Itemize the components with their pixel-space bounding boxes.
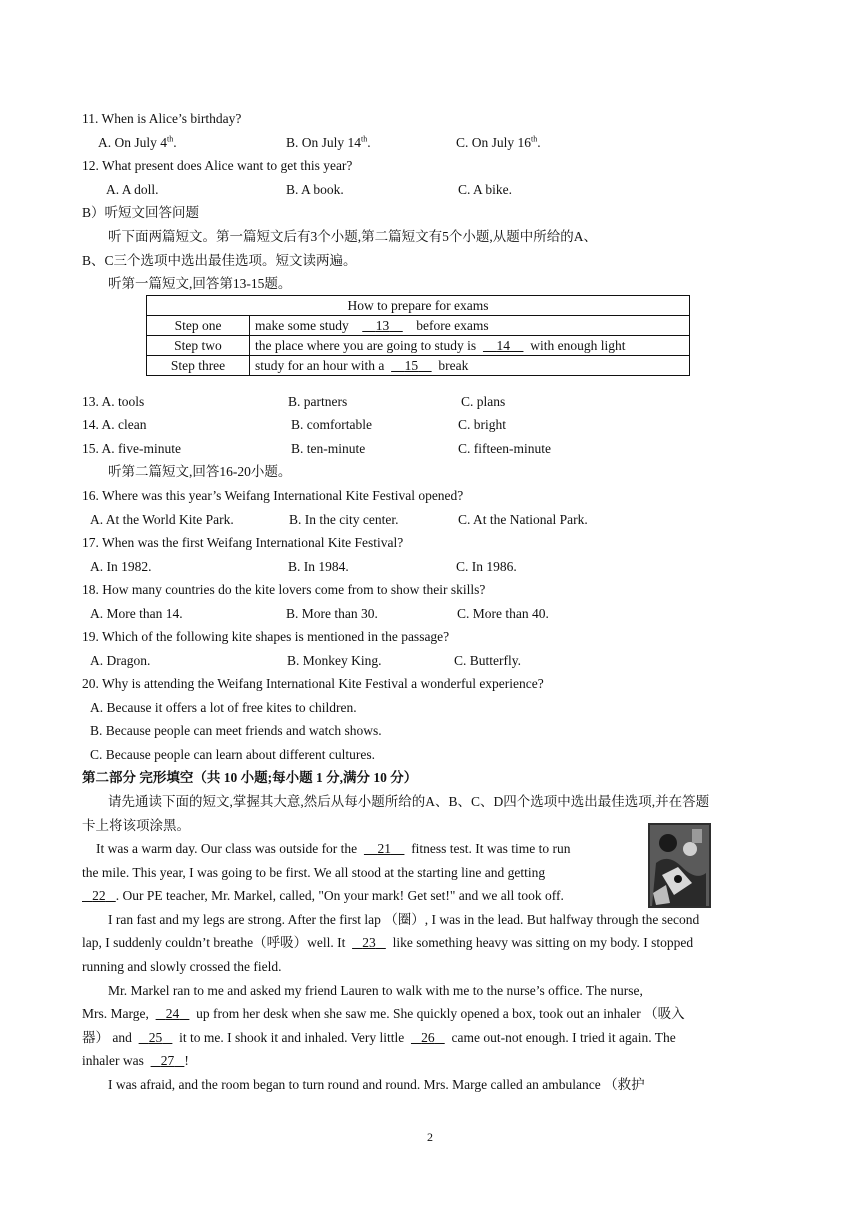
table-step-cell: Step two (147, 336, 250, 356)
question-18-option-a: A. More than 14. (90, 606, 183, 621)
question-19-option-b: B. Monkey King. (287, 653, 382, 668)
table-step-cell: Step one (147, 316, 250, 336)
blank-26: 26 (421, 1030, 435, 1045)
passage-line: I was afraid, and the room began to turn round and round. Mrs. Marge called an ambulance （救护 (108, 1077, 645, 1092)
part-2-title: 第二部分 完形填空（共 10 小题;每小题 1 分,满分 10 分） (82, 770, 418, 785)
question-16-option-a: A. At the World Kite Park. (90, 512, 234, 527)
question-12-option-b: B. A book. (286, 182, 344, 197)
question-18-option-c: C. More than 40. (457, 606, 549, 621)
question-13-option-c: C. plans (461, 394, 506, 409)
part-2-instruction-line1: 请先通读下面的短文,掌握其大意,然后从每小题所给的A、B、C、D四个选项中选出最佳选项,并在答题 (108, 794, 710, 809)
question-14-option-a: 14. A. clean (82, 417, 147, 432)
question-15-option-b: B. ten-minute (291, 441, 366, 456)
question-18-stem: 18. How many countries do the kite lovers come from to show their skills? (82, 582, 486, 597)
table-row (147, 356, 690, 376)
question-14-option-b: B. comfortable (291, 417, 372, 432)
part-b-intro-line1: 听下面两篇短文。第一篇短文后有3个小题,第二篇短文有5个小题,从题中所给的A、 (108, 229, 597, 244)
passage-line: lap, I suddenly couldn’t breathe（呼吸）well. It 23 like something heavy was sitting on my body. I stopped (82, 935, 694, 950)
table-row (147, 316, 690, 336)
question-19-option-a: A. Dragon. (90, 653, 151, 668)
page-number: 2 (427, 1130, 433, 1144)
question-12-option-c: C. A bike. (458, 182, 513, 197)
question-20-stem: 20. Why is attending the Weifang International Kite Festival a wonderful experience? (82, 676, 544, 691)
question-13-option-a: 13. A. tools (82, 394, 145, 409)
table-title: How to prepare for exams (147, 296, 690, 316)
question-18-option-b: B. More than 30. (286, 606, 378, 621)
blank-27: 27 (160, 1053, 175, 1068)
part-b-title: B）听短文回答问题 (82, 205, 200, 220)
blank-14: 14 (496, 337, 510, 353)
passage-line: running and slowly crossed the field. (82, 959, 282, 974)
passage-line: the mile. This year, I was going to be first. We all stood at the starting line and getting (82, 865, 546, 880)
question-13-option-b: B. partners (288, 394, 348, 409)
passage-line: inhaler was 27 ! (82, 1053, 189, 1068)
question-11-option-c: C. On July 16th. (456, 134, 541, 150)
blank-21: 21 (377, 841, 391, 856)
question-11-stem: 11. When is Alice’s birthday? (82, 111, 242, 126)
question-20-option-c: C. Because people can learn about different cultures. (90, 747, 376, 762)
passage-illustration (648, 823, 711, 908)
passage-2-instruction: 听第二篇短文,回答16-20小题。 (108, 464, 292, 479)
passage-line: 器） and 25 it to me. I shook it and inhaled. Very little 26 came out-not enough. I tried it again. The (82, 1030, 676, 1045)
question-19-stem: 19. Which of the following kite shapes is mentioned in the passage? (82, 629, 450, 644)
passage-1-instruction: 听第一篇短文,回答第13-15题。 (108, 276, 292, 291)
table-row (147, 336, 690, 356)
question-11-option-b: B. On July 14th. (286, 134, 371, 150)
passage-line: 22 . Our PE teacher, Mr. Markel, called, "On your mark! Get set!" and we all took off. (82, 887, 564, 905)
question-16-option-b: B. In the city center. (289, 512, 399, 527)
passage-line: It was a warm day. Our class was outside for the 21 fitness test. It was time to run (96, 841, 571, 856)
part-b-intro-line2: B、C三个选项中选出最佳选项。短文读两遍。 (82, 253, 357, 268)
blank-24: 24 (165, 1006, 180, 1021)
question-16-option-c: C. At the National Park. (458, 512, 588, 527)
question-15-option-a: 15. A. five-minute (82, 441, 181, 456)
question-20-option-b: B. Because people can meet friends and watch shows. (90, 723, 382, 738)
table-step-cell: Step three (147, 356, 250, 376)
question-17-option-b: B. In 1984. (288, 559, 349, 574)
question-17-option-a: A. In 1982. (90, 559, 152, 574)
passage-line: Mrs. Marge, 24 up from her desk when she saw me. She quickly opened a box, took out an inhaler （吸入 (82, 1006, 685, 1021)
question-15-option-c: C. fifteen-minute (458, 441, 551, 456)
part-2-instruction-line2: 卡上将该项涂黑。 (82, 818, 190, 833)
question-17-stem: 17. When was the first Weifang International Kite Festival? (82, 535, 404, 550)
question-20-option-a: A. Because it offers a lot of free kites to children. (90, 700, 357, 715)
blank-13: 13 (375, 317, 390, 333)
table-content-cell: make some study 13 before exams (250, 316, 690, 336)
passage-line: Mr. Markel ran to me and asked my friend Lauren to walk with me to the nurse’s office. The nurse, (108, 983, 643, 998)
table-content-cell: study for an hour with a 15 break (250, 356, 690, 376)
blank-25: 25 (148, 1030, 163, 1045)
table-content-cell: the place where you are going to study is 14 with enough light (250, 336, 690, 356)
question-17-option-c: C. In 1986. (456, 559, 517, 574)
passage-line: I ran fast and my legs are strong. After the first lap （圈）, I was in the lead. But halfway through the second (108, 912, 700, 927)
question-12-option-a: A. A doll. (106, 182, 159, 197)
question-16-stem: 16. Where was this year’s Weifang International Kite Festival opened? (82, 488, 464, 503)
question-12-stem: 12. What present does Alice want to get this year? (82, 158, 353, 173)
blank-23: 23 (362, 935, 376, 950)
question-11-option-a: A. On July 4th. (98, 134, 177, 150)
blank-22: 22 (92, 888, 106, 903)
question-19-option-c: C. Butterfly. (454, 653, 521, 668)
question-14-option-c: C. bright (458, 417, 507, 432)
exam-prep-table (146, 295, 690, 376)
blank-15: 15 (404, 357, 419, 373)
